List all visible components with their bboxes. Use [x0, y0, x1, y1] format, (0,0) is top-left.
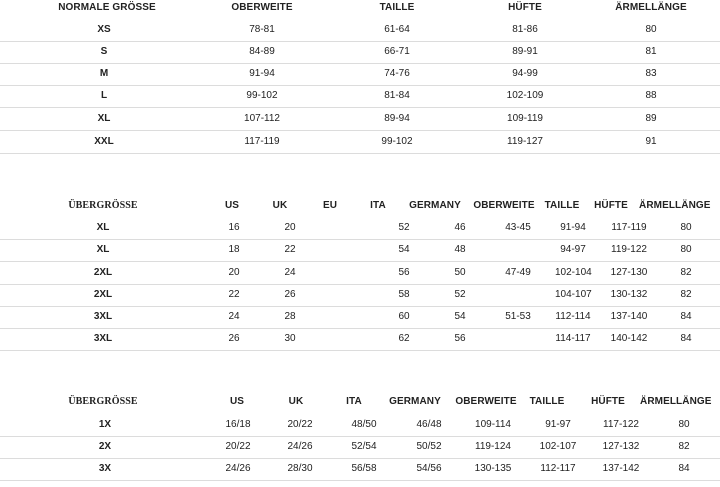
- table-row: [0, 131, 720, 154]
- header-ita: ITA: [346, 396, 362, 407]
- size-label: 2X: [98, 441, 112, 452]
- waist-value: 91-94: [560, 222, 586, 233]
- table-row: [0, 458, 720, 481]
- waist-value: 81-84: [384, 90, 410, 101]
- sleeve-value: 84: [680, 333, 692, 344]
- ita-value: 56/58: [351, 463, 377, 474]
- uk-value: 24/26: [287, 441, 313, 452]
- sleeve-value: 80: [678, 419, 690, 430]
- us-value: 22: [228, 289, 240, 300]
- ita-value: 52/54: [351, 441, 377, 452]
- hip-value: 81-86: [512, 24, 538, 35]
- header-waist: TAILLE: [544, 200, 580, 211]
- size-label: XS: [97, 24, 111, 35]
- waist-value: 114-117: [555, 333, 591, 344]
- uk-value: 30: [284, 333, 296, 344]
- bust-value: 51-53: [505, 311, 531, 322]
- header-sleeve: ÄRMELLÄNGE: [639, 200, 711, 211]
- waist-value: 94-97: [560, 244, 586, 255]
- size-label: XL: [97, 113, 111, 124]
- header-bust: OBERWEITE: [231, 2, 293, 13]
- sleeve-value: 91: [645, 136, 657, 147]
- header-bust: OBERWEITE: [473, 200, 535, 211]
- us-value: 20: [228, 267, 240, 278]
- header-sleeve: ÄRMELLÄNGE: [615, 2, 687, 13]
- us-value: 16/18: [225, 419, 251, 430]
- bust-value: 117-119: [244, 136, 280, 147]
- hip-value: 137-142: [602, 463, 640, 474]
- sleeve-value: 84: [680, 311, 692, 322]
- size-label: 1X: [98, 419, 112, 430]
- size-label: XXL: [94, 136, 114, 147]
- bust-value: 47-49: [505, 267, 531, 278]
- size-label: XL: [96, 222, 110, 233]
- bust-value: 130-135: [474, 463, 512, 474]
- ita-value: 52: [398, 222, 410, 233]
- header-waist: TAILLE: [379, 2, 415, 13]
- size-label: M: [99, 68, 109, 79]
- header-waist: TAILLE: [529, 396, 565, 407]
- sleeve-value: 80: [680, 244, 692, 255]
- eu-value: [318, 262, 342, 284]
- germany-value: 54: [454, 311, 466, 322]
- table-row: [0, 284, 720, 307]
- us-value: 26: [228, 333, 240, 344]
- us-value: 24/26: [225, 463, 251, 474]
- hip-value: 117-122: [603, 419, 639, 430]
- waist-value: 74-76: [384, 68, 410, 79]
- hip-value: 130-132: [610, 289, 648, 300]
- bust-value: 78-81: [249, 24, 275, 35]
- germany-value: 56: [454, 333, 466, 344]
- header-hip: HÜFTE: [591, 396, 625, 407]
- sleeve-value: 80: [680, 222, 692, 233]
- eu-value: [318, 217, 342, 239]
- bust-value: [500, 328, 536, 350]
- waist-value: 112-114: [555, 311, 591, 322]
- hip-value: 102-109: [506, 90, 544, 101]
- ita-value: 56: [398, 267, 410, 278]
- bust-value: 107-112: [244, 113, 280, 124]
- sleeve-value: 83: [645, 68, 657, 79]
- waist-value: 91-97: [545, 419, 571, 430]
- table-row: [0, 414, 720, 437]
- sleeve-value: 82: [678, 441, 690, 452]
- sleeve-value: 82: [680, 267, 692, 278]
- sleeve-value: 89: [645, 113, 657, 124]
- uk-value: 20/22: [287, 419, 313, 430]
- eu-value: [318, 328, 342, 350]
- germany-value: 48: [454, 244, 466, 255]
- bust-value: 43-45: [505, 222, 531, 233]
- size-label: 3XL: [93, 333, 113, 344]
- table-row: [0, 41, 720, 64]
- waist-value: 99-102: [381, 136, 413, 147]
- hip-value: 137-140: [610, 311, 648, 322]
- table-row: [0, 239, 720, 262]
- ita-value: 62: [398, 333, 410, 344]
- header-hip: HÜFTE: [594, 200, 628, 211]
- header-us: US: [224, 200, 240, 211]
- header-uk: UK: [272, 200, 288, 211]
- waist-value: 61-64: [384, 24, 410, 35]
- ita-value: 48/50: [351, 419, 377, 430]
- waist-value: 66-71: [384, 46, 410, 57]
- header-hip: HÜFTE: [508, 2, 542, 13]
- eu-value: [318, 306, 342, 328]
- header-us: US: [229, 396, 245, 407]
- table-row: [0, 85, 720, 108]
- sleeve-value: 80: [645, 24, 657, 35]
- table-row: [0, 436, 720, 459]
- size-label: 2XL: [93, 267, 113, 278]
- bust-value: 84-89: [249, 46, 275, 57]
- germany-value: 46/48: [416, 419, 442, 430]
- germany-value: 50: [454, 267, 466, 278]
- uk-value: 28/30: [287, 463, 313, 474]
- bust-value: [500, 284, 536, 306]
- germany-value: 52: [454, 289, 466, 300]
- size-label: L: [100, 90, 108, 101]
- eu-value: [318, 284, 342, 306]
- uk-value: 24: [284, 267, 296, 278]
- header-germany: GERMANY: [389, 396, 441, 407]
- waist-value: 104-107: [555, 289, 592, 300]
- hip-value: 109-119: [507, 113, 543, 124]
- hip-value: 94-99: [512, 68, 538, 79]
- table-header: [0, 195, 720, 217]
- uk-value: 26: [284, 289, 296, 300]
- bust-value: 91-94: [249, 68, 275, 79]
- waist-value: 89-94: [384, 113, 410, 124]
- table-row: [0, 262, 720, 285]
- size-label: 2XL: [93, 289, 113, 300]
- size-label: XL: [96, 244, 110, 255]
- header-ita: ITA: [370, 200, 386, 211]
- header-eu: EU: [322, 200, 338, 211]
- bust-value: [500, 239, 536, 261]
- header-sleeve: ÄRMELLÄNGE: [640, 396, 712, 407]
- size-label: 3XL: [93, 311, 113, 322]
- us-value: 16: [228, 222, 240, 233]
- header-size: ÜBERGRÖSSE: [68, 200, 138, 211]
- waist-value: 102-107: [539, 441, 577, 452]
- header-bust: OBERWEITE: [455, 396, 517, 407]
- ita-value: 54: [398, 244, 410, 255]
- us-value: 18: [228, 244, 240, 255]
- bust-value: 99-102: [246, 90, 278, 101]
- table-row: [0, 328, 720, 351]
- uk-value: 20: [284, 222, 296, 233]
- table-row: [0, 306, 720, 329]
- table-header: [0, 0, 720, 19]
- hip-value: 119-127: [507, 136, 543, 147]
- table-row: [0, 19, 720, 42]
- bust-value: 119-124: [475, 441, 511, 452]
- hip-value: 140-142: [610, 333, 648, 344]
- table-row: [0, 63, 720, 86]
- sleeve-value: 84: [678, 463, 690, 474]
- us-value: 20/22: [225, 441, 251, 452]
- sleeve-value: 82: [680, 289, 692, 300]
- size-label: 3X: [98, 463, 112, 474]
- hip-value: 127-132: [602, 441, 640, 452]
- germany-value: 54/56: [416, 463, 442, 474]
- header-uk: UK: [288, 396, 304, 407]
- ita-value: 60: [398, 311, 410, 322]
- bust-value: 109-114: [475, 419, 511, 430]
- header-size: ÜBERGRÖSSE: [68, 396, 138, 407]
- germany-value: 46: [454, 222, 466, 233]
- hip-value: 117-119: [611, 222, 647, 233]
- hip-value: 89-91: [512, 46, 538, 57]
- table-row: [0, 108, 720, 131]
- hip-value: 127-130: [610, 267, 648, 278]
- sleeve-value: 88: [645, 90, 657, 101]
- table-row: [0, 217, 720, 240]
- uk-value: 22: [284, 244, 296, 255]
- germany-value: 50/52: [416, 441, 442, 452]
- eu-value: [318, 239, 342, 261]
- header-size: NORMALE GRÖSSE: [58, 2, 156, 13]
- header-germany: GERMANY: [409, 200, 461, 211]
- table-header: [0, 391, 720, 413]
- uk-value: 28: [284, 311, 296, 322]
- hip-value: 119-122: [611, 244, 647, 255]
- waist-value: 102-104: [555, 267, 592, 278]
- us-value: 24: [228, 311, 240, 322]
- ita-value: 58: [398, 289, 410, 300]
- waist-value: 112-117: [540, 463, 576, 474]
- sleeve-value: 81: [645, 46, 657, 57]
- size-label: S: [100, 46, 108, 57]
